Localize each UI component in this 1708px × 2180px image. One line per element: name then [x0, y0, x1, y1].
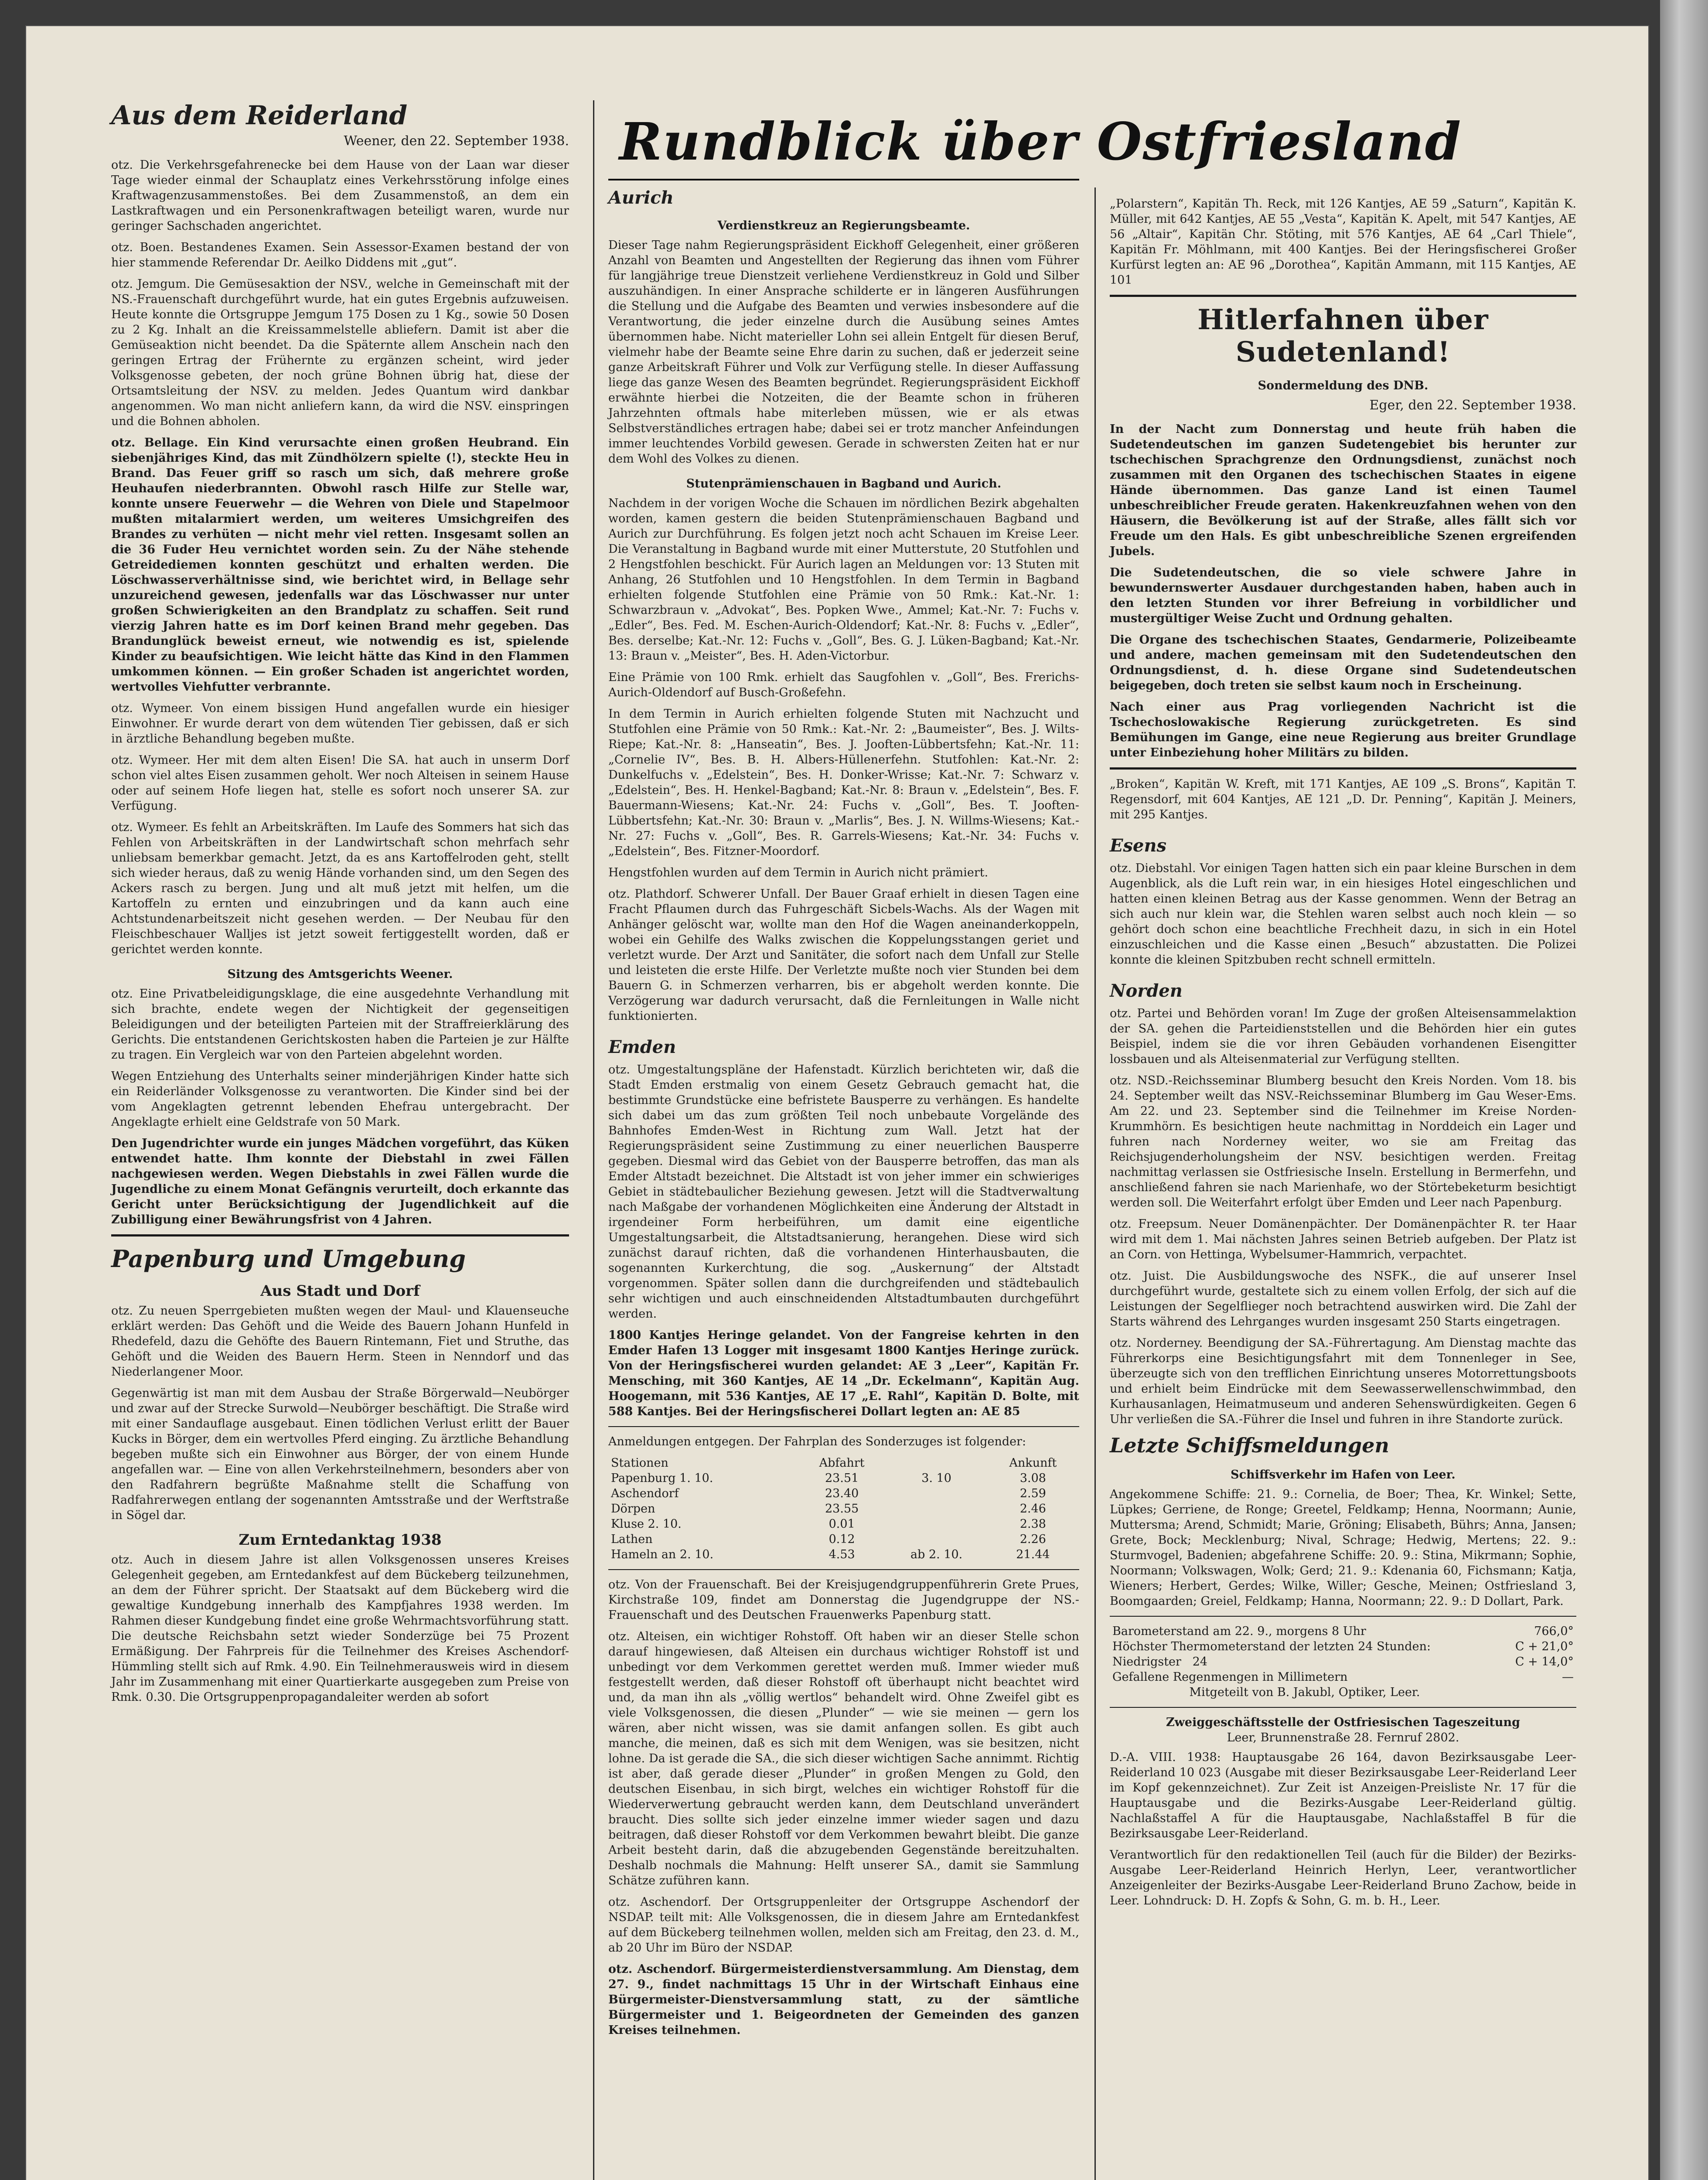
- place-heading-emden: Emden: [608, 1037, 676, 1057]
- masthead: Rundblick über Ostfriesland: [619, 111, 1462, 172]
- column-rule-2: [1094, 187, 1096, 2180]
- schedule-row: [608, 1471, 1079, 1486]
- article-paragraph: otz. Die Verkehrsgefahrenecke bei dem Hause von der Laan war dieser Tage wieder einmal der Schauplatz eines Verkehrsstörung infolge eines Kraftwagenzusammenstoßes. Bei dem Zusammenstoß, an dem ein Lastkraftwagen und ein Personenkraftwagen beteiligt waren, wurde nur geringer Sachschaden angerichtet.: [111, 158, 569, 233]
- article-paragraph: otz. Aschendorf. Der Ortsgruppenleiter der Ortsgruppe Aschendorf der NSDAP. teilt mit: Alle Volksgenossen, die in diesem Jahre am Erntedankfest auf dem Bückeberg teilnehmen wollen, melden sich am Freitag, den 23. d. M., ab 20 Uhr im Büro der NSDAP.: [608, 1895, 1079, 1955]
- column-3: [1110, 196, 1576, 1914]
- schedule-cell: Papenburg 1. 10.: [611, 1472, 713, 1485]
- subheading-sondermeldung: Sondermeldung des DNB.: [1258, 379, 1428, 392]
- schedule-cell: 0.12: [828, 1533, 855, 1546]
- schedule-cell: 4.53: [828, 1548, 855, 1561]
- barometer-label: Höchster Thermometerstand der letzten 24 Stunden:: [1112, 1640, 1431, 1653]
- section-rule: [608, 1426, 1079, 1427]
- imprint-address: Leer, Brunnenstraße 28. Fernruf 2802.: [1227, 1731, 1459, 1744]
- barometer-hours: 24: [1192, 1655, 1208, 1669]
- article-paragraph: In dem Termin in Aurich erhielten folgende Stuten mit Nachzucht und Stutfohlen eine Prämie von 50 Rmk.: Kat.-Nr. 2: „Baumeister“, Bes. J. Wilts-Riepe; Kat.-Nr. 8: „Hanseatin“, Bes. J. Jooften-Lübbertsfehn; Kat.-Nr. 11: „Cornelie IV“, Bes. B. H. Albers-Hüllenerfehn. Stutfohlen: Kat.-Nr. 2: Dunkelfuchs v. „Edelstein“, Bes. H. Donker-Wrisse; Kat.-Nr. 7: Schwarz v. „Edelstein“, Bes. H. Henkel-Bagband; Kat.-Nr. 8: Braun v. „Edelstein“, Bes. F. Bauermann-Wiesens; Kat.-Nr. 24: Fuchs v. „Goll“, Bes. T. Jooften-Lübbertsfehn; Kat.-Nr. 30: Braun v. „Marlis“, Bes. J. N. Willms-Wiesens; Kat.-Nr. 27: Fuchs v. „Goll“, Bes. R. Garrels-Wiesens; Kat.-Nr. 34: Fuchs v. „Edelstein“, Bes. Fitzner-Moordorf.: [608, 707, 1079, 858]
- imprint-paragraph: D.-A. VIII. 1938: Hauptausgabe 26 164, davon Bezirksausgabe Leer-Reiderland 10 023 (Ausgabe mit dieser Bezirksausgabe Leer-Reiderland Leer im Kopf gekennzeichnet). Zur Zeit ist Anzeigen-Preisliste Nr. 17 für die Hauptausgabe und die Bezirks-Ausgabe Leer-Reiderland gültig. Nachlaßstaffel A für die Hauptausgabe, Nachlaßstaffel B für die Bezirksausgabe Leer-Reiderland.: [1110, 1751, 1576, 1840]
- dateline: Eger, den 22. September 1938.: [1369, 398, 1576, 413]
- article-paragraph: otz. Zu neuen Sperrgebieten mußten wegen der Maul- und Klauenseuche erklärt werden: Das Gehöft und die Weide des Bauern Johann Hunfeld in Rhedefeld, dazu die Gehöfte des Bauern Rintemann, Fiet und Struthe, das Gehöft und die Weiden des Bauern Herm. Steen in Nenndorf und das Niederlangener Moor.: [111, 1304, 569, 1379]
- article-paragraph: otz. Wymeer. Es fehlt an Arbeitskräften. Im Laufe des Sommers hat sich das Fehlen von Arbeitskräften in der Landwirtschaft schon mehrfach sehr unliebsam bemerkbar gemacht. Jetzt, da es ans Kartoffelroden geht, stellt sich wieder heraus, daß zu wenig Hände vorhanden sind, um den Segen des Ackers rasch zu bergen. Jung und alt muß jetzt mit helfen, um die Kartoffeln zu ernten und einzubringen und da kann auch eine Achtstundenarbeitszeit nicht gesehen werden. — Der Neubau für den Fleischbeschauer Walljes ist jetzt soweit fertiggestellt worden, daß er gerichtet werden konnte.: [111, 821, 569, 956]
- article-paragraph: Die Sudetendeutschen, die so viele schwere Jahre in bewundernswerter Ausdauer durchgestanden haben, haben auch in den letzten Stunden vor ihrer Befreiung in vorbildlicher und mustergültiger Weise Zucht und Ordnung gehalten.: [1110, 566, 1576, 625]
- section-rule: [608, 1569, 1079, 1570]
- schedule-cell: 2.46: [1019, 1502, 1046, 1516]
- schedule-cell: 23.40: [825, 1487, 859, 1500]
- barometer-value: 766,0°: [1534, 1625, 1574, 1638]
- schedule-cell: 2.26: [1019, 1533, 1046, 1546]
- schedule-cell: 3.08: [1019, 1472, 1046, 1485]
- schedule-cell: 0.01: [828, 1517, 855, 1531]
- schedule-row: [608, 1516, 1079, 1532]
- barometer-credit: Mitgeteilt von B. Jakubl, Optiker, Leer.: [1189, 1686, 1420, 1699]
- article-paragraph: Eine Prämie von 100 Rmk. erhielt das Saugfohlen v. „Goll“, Bes. Frerichs-Aurich-Oldendorf auf Busch-Großefehn.: [608, 671, 1079, 699]
- schedule-cell: 23.51: [825, 1472, 859, 1485]
- schedule-cell: 3. 10: [921, 1472, 951, 1485]
- schedule-cell: [886, 1516, 986, 1532]
- barometer-value: C + 21,0°: [1515, 1640, 1574, 1653]
- schedule-cell: Dörpen: [611, 1502, 655, 1516]
- schedule-cell: [886, 1486, 986, 1501]
- article-paragraph: Die Organe des tschechischen Staates, Gendarmerie, Polizeibeamte und andere, machen gemeinsam mit den Sudetendeutschen den Ordnungsdienst, d. h. diese Organe sind Sudetendeutschen beigegeben, doch treten sie selbst kaum noch in Erscheinung.: [1110, 633, 1576, 692]
- headline-sudetenland: Hitlerfahnen über Sudetenland!: [1197, 303, 1489, 368]
- schedule-header: Ankunft: [1009, 1456, 1057, 1470]
- schedule-cell: Lathen: [611, 1533, 653, 1546]
- imprint-paragraph: Verantwortlich für den redaktionellen Teil (auch für die Bilder) der Bezirks-Ausgabe Leer-Reiderland Heinrich Herlyn, Leer, verantwortlicher Anzeigenleiter der Bezirks-Ausgabe Leer-Reiderland Bruno Zachow, beide in Leer. Lohndruck: D. H. Zopfs & Sohn, G. m. b. H., Leer.: [1110, 1848, 1576, 1908]
- schedule-cell: [886, 1501, 986, 1516]
- article-paragraph: Gegenwärtig ist man mit dem Ausbau der Straße Börgerwald—Neubörger und zwar auf der Strecke Surwold—Neubörger beschäftigt. Die Straße wird mit einer Sandauflage ausgebaut. Einen tödlichen Verlust erlitt der Bauer Kucks in Börger, dem ein wertvolles Pferd einging. Zu ärztliche Behandlung begeben mußte sich ein Einwohner aus Börger, der von einem Hunde angefallen war. — Eine von allen Verkehrsteilnehmern, besonders aber von den Radfahrern begrüßte Maßnahme stellt die Schaffung von Radfahrerwegen entlang der sogenannten Amtsstraße und der Werftstraße in Sögel dar.: [111, 1386, 569, 1522]
- article-paragraph: otz. Auch in diesem Jahre ist allen Volksgenossen unseres Kreises Gelegenheit gegeben, am Erntedankfest auf dem Bückeberg teilzunehmen, an dem der Führer spricht. Der Staatsakt auf dem Bückeberg wird die gewaltige Kundgebung innerhalb des Kampfjahres 1938 werden. Im Rahmen dieser Kundgebung findet eine große Wehrmachtsvorführung statt. Die deutsche Reichsbahn setzt wieder Sonderzüge bei 75 Prozent Ermäßigung. Der Fahrpreis für die Teilnehmer des Kreises Aschendorf-Hümmling stellt sich auf Rmk. 4.90. Ein Teilnehmerausweis wird in diesem Jahr im Zusammenhang mit einer Quartierkarte ausgegeben zum Preise von Rmk. 0.30. Die Ortsgruppenpropagandaleiter werden ab sofort: [111, 1553, 569, 1704]
- barometer-row: [1110, 1654, 1576, 1669]
- article-paragraph: otz. Partei und Behörden voran! Im Zuge der großen Alteisensammelaktion der SA. gehen die Parteidienststellen und die Behörden hier ein gutes Beispiel, indem sie die vor ihren Gebäuden vorhandenen Eisengitter lossbauen und als Alteisenmaterial zur Verfügung stellten.: [1110, 1007, 1576, 1066]
- fleet-report: „Broken“, Kapitän W. Kreft, mit 171 Kantjes, AE 109 „S. Brons“, Kapitän T. Regensdorf, mit 604 Kantjes, AE 121 „D. Dr. Penning“, Kapitän J. Meiners, mit 295 Kantjes.: [1110, 777, 1576, 821]
- article-paragraph: otz. Aschendorf. Bürgermeisterdienstversammlung. Am Dienstag, dem 27. 9., findet nachmittags 15 Uhr in der Wirtschaft Einhaus eine Bürgermeister-Dienstversammlung statt, zu der sämtliche Bürgermeister und 1. Beigeordneten der Gemeinden des ganzen Kreises teilnehmen.: [608, 1962, 1079, 2037]
- place-heading-aurich: Aurich: [608, 187, 674, 208]
- article-paragraph: Nachdem in der vorigen Woche die Schauen im nördlichen Bezirk abgehalten worden, kamen gestern die beiden Stutenprämienschauen Bagband und Aurich zur Durchführung. Es folgen jetzt noch acht Schauen im Kreise Leer. Die Veranstaltung in Bagband wurde mit einer Mutterstute, 20 Stutfohlen und 2 Hengstfohlen beschickt. Für Aurich lagen an Meldungen vor: 13 Stuten mit Anhang, 26 Stutfohlen und 10 Hengstfohlen. In dem Termin in Bagband erhielten folgende Stutfohlen eine Prämie von 50 Rmk.: Kat.-Nr. 1: Schwarzbraun v. „Advokat“, Bes. Popken Wwe., Ammel; Kat.-Nr. 7: Fuchs v. „Edler“, Bes. Fed. M. Eschen-Aurich-Oldendorf; Kat.-Nr. 8: Fuchs v. „Edler“, Bes. derselbe; Kat.-Nr. 12: Fuchs v. „Goll“, Bes. G. J. Lüken-Bagband; Kat.-Nr. 13: Braun v. „Meister“, Bes. H. Aden-Victorbur.: [608, 497, 1079, 663]
- section-rule: [1110, 295, 1576, 297]
- barometer-label: [1110, 1654, 1500, 1669]
- schedule-cell: Kluse 2. 10.: [611, 1517, 682, 1531]
- article-paragraph: otz. Plathdorf. Schwerer Unfall. Der Bauer Graaf erhielt in diesen Tagen eine Fracht Pflaumen durch das Fuhrgeschäft Sicbels-Wachs. Als der Wagen mit Anhänger gelöscht war, wollte man den Hof die Wagen aneinanderkoppeln, wobei ein Gehilfe des Walks zwischen die Koppelungsstangen geriet und verletzt wurde. Der Arzt und Sanitäter, die sofort nach dem Unfall zur Stelle und leisteten die erste Hilfe. Der Verletzte mußte noch vier Stunden bei dem Bauern G. in Schmerzen verharren, bis er abgeholt werden konnte. Die Verzögerung war dadurch verursacht, daß die Fernleitungen in Walle nicht funktionierten.: [608, 887, 1079, 1023]
- article-paragraph: otz. Bellage. Ein Kind verursachte einen großen Heubrand. Ein siebenjähriges Kind, das mit Zündhölzern spielte (!), steckte Heu in Brand. Das Feuer griff so rasch um sich, daß mehrere große Heuhaufen niederbrannten. Obwohl rasch Hilfe zur Stelle war, konnte unsere Feuerwehr — die Wehren von Diele und Stapelmoor mußten mitalarmiert werden, um weiteres Umsichgreifen des Brandes zu verhüten — nicht mehr viel retten. Insgesamt sollen an die 36 Fuder Heu vernichtet worden sein. Zu der Nähe stehende Getreidediemen konnten geschützt und erhalten werden. Die Löschwasserverhältnisse sind, wie berichtet wird, in Bellage sehr unzureichend gewesen, jedenfalls war das Löschwasser nur unter großen Schwierigkeiten an den Brandplatz zu schaffen. Seit rund vierzig Jahren hatte es im Dorf keinen Brand mehr gegeben. Das Brandunglück beweist erneut, wie notwendig es ist, spielende Kinder zu beaufsichtigen. Wie leicht hätte das Kind in den Flammen umkommen können. — Ein großer Schaden ist angerichtet worden, wertvolles Viehfutter verbrannte.: [111, 436, 569, 694]
- subheading-stutenschau: Stutenprämienschauen in Bagband und Aurich.: [686, 477, 1002, 490]
- schedule-cell: Hameln an 2. 10.: [611, 1548, 714, 1561]
- article-paragraph: In der Nacht zum Donnerstag und heute früh haben die Sudetendeutschen im ganzen Sudetengebiet bis herunter zur tschechischen Sprachgrenze den Ordnungsdienst, zunächst noch zusammen mit den Organen des tschechischen Staates in eigene Hände übernommen. Das ganze Land ist einen Taumel unbeschreiblicher Freude geraten. Hakenkreuzfahnen wehen von den Häusern, die Bevölkerung ist auf der Straße, alles fällt sich vor Freude um den Hals. Es gibt unbeschreibliche Szenen ergreifenden Jubels.: [1110, 422, 1576, 558]
- schedule-header: Abfahrt: [819, 1456, 865, 1470]
- article-paragraph: otz. Juist. Die Ausbildungswoche des NSFK., die auf unserer Insel durchgeführt wurde, gestaltete sich zu einem vollen Erfolg, der sich auf die Leistungen der Segelflieger noch betrachtend auswirken wird. Die Zahl der Starts während des Lehrganges wurden insgesamt 250 Starts eingetragen.: [1110, 1269, 1576, 1328]
- schedule-header-row: [608, 1455, 1079, 1471]
- article-paragraph: otz. NSD.-Reichsseminar Blumberg besucht den Kreis Norden. Vom 18. bis 24. September weilt das NSV.-Reichsseminar Blumberg im Gau Weser-Ems. Am 22. und 23. September sind die Teilnehmer im Kreise Norden-Krummhörn. Es besichtigen heute nachmittag in Norddeich ein Lager und fuhren nach Norderney weiter, wo sie am Freitag das Reichsjugenderholungsheim der NSV. besichtigen werden. Freitag nachmittag verlassen sie Ostfriesische Inseln. Erstellung in Bermerfehn, und anschließend fahren sie nach Marienhafe, wo der Störtebeketurm besichtigt werden soll. Die Weiterfahrt erfolgt über Emden und Leer nach Papenburg.: [1110, 1074, 1576, 1209]
- schedule-header: [886, 1455, 986, 1471]
- article-paragraph: otz. Norderney. Beendigung der SA.-Führertagung. Am Dienstag machte das Führerkorps eine Besichtigungsfahrt mit dem Tonnenleger in See, überzeugte sich von den trefflichen Einrichtung unseres Motorrettungsboots und erhielt beim Eindrücke mit dem Seewasserwellenschwimmbad, den Kurhausanlagen, Heimatmuseum und anderen Sehenswürdigkeiten. Gegen 6 Uhr verließen die SA.-Führer die Insel und fuhren in ihre Standorte zurück.: [1110, 1336, 1576, 1426]
- barometer-label-text: Niedrigster: [1112, 1655, 1181, 1669]
- schedule-cell: 23.55: [825, 1502, 859, 1516]
- schedule-cell: Aschendorf: [611, 1487, 679, 1500]
- schedule-header: Stationen: [611, 1456, 668, 1470]
- column-1: [111, 100, 569, 1711]
- section-rule: [1110, 1616, 1576, 1617]
- schedule-intro: Anmeldungen entgegen. Der Fahrplan des Sonderzuges ist folgender:: [608, 1435, 1026, 1448]
- article-paragraph: Hengstfohlen wurden auf dem Termin in Aurich nicht prämiert.: [608, 866, 989, 879]
- barometer-row: [1110, 1624, 1576, 1639]
- section-rule: [1110, 767, 1576, 770]
- section-title-papenburg: Papenburg und Umgebung: [111, 1245, 466, 1273]
- article-paragraph: otz. Wymeer. Her mit dem alten Eisen! Die SA. hat auch in unserm Dorf schon viel altes Eisen zusammen geholt. Wer noch Alteisen in seinem Hause oder auf seinem Hofe liegen hat, stelle es sofort noch unserer SA. zur Verfügung.: [111, 753, 569, 813]
- subheading-schiffsverkehr: Schiffsverkehr im Hafen von Leer.: [1231, 1468, 1456, 1482]
- barometer-label: Gefallene Regenmengen in Millimetern: [1112, 1670, 1348, 1684]
- imprint-heading: Zweiggeschäftsstelle der Ostfriesischen Tageszeitung: [1166, 1716, 1520, 1729]
- subheading-erntedank: Zum Erntedanktag 1938: [239, 1531, 442, 1549]
- schedule-row: [608, 1501, 1079, 1516]
- subheading-verdienstkreuz: Verdienstkreuz an Regierungsbeamte.: [717, 219, 970, 232]
- article-paragraph: Den Jugendrichter wurde ein junges Mädchen vorgeführt, das Küken entwendet hatte. Ihm konnte der Diebstahl in zwei Fällen nachgewiesen werden. Wegen Diebstahls in zwei Fällen wurde die Jugendliche zu einem Monat Gefängnis verurteilt, doch erkannte das Gericht unter Berücksichtigung der Jugendlichkeit auf die Zubilligung einer Bewährungsfrist von 4 Jahren.: [111, 1137, 569, 1226]
- article-paragraph: Wegen Entziehung des Unterhalts seiner minderjährigen Kinder hatte sich ein Reiderländer Volksgenosse zu verantworten. Die Kinder sind bei der vom Angeklagten getrennt lebenden Ehefrau untergebracht. Der Angeklagte erhielt eine Geldstrafe von 50 Mark.: [111, 1070, 569, 1129]
- barometer-value: C + 14,0°: [1515, 1655, 1574, 1669]
- barometer-value: —: [1562, 1670, 1574, 1684]
- column-2: [608, 174, 1079, 2044]
- place-heading-esens: Esens: [1110, 835, 1167, 856]
- fleet-report: „Polarstern“, Kapitän Th. Reck, mit 126 Kantjes, AE 59 „Saturn“, Kapitän K. Müller, mit 642 Kantjes, AE 55 „Vesta“, Kapitän K. Apelt, mit 547 Kantjes, AE 56 „Altair“, Kapitän Chr. Stöting, mit 576 Kantjes, AE 64 „Carl Thiele“, Kapitän Fr. Möhlmann, mit 400 Kantjes. Bei der Heringsfischerei Großer Kurfürst legten an: AE 96 „Dorothea“, Kapitän Ammann, mit 115 Kantjes, AE 101: [1110, 197, 1576, 287]
- schedule-row: [608, 1547, 1079, 1562]
- article-paragraph: otz. Eine Privatbeleidigungsklage, die eine ausgedehnte Verhandlung mit sich brachte, endete wegen der Nichtigkeit der gegenseitigen Beleidigungen und der beteiligten Parteien mit der Straffreierklärung des Gerichts. Die entstandenen Gerichtskosten haben die Parteien je zur Hälfte zu tragen. Ein Vergleich war von den Parteien abgelehnt worden.: [111, 987, 569, 1062]
- article-paragraph: otz. Freepsum. Neuer Domänenpächter. Der Domänenpächter R. ter Haar wird mit dem 1. Mai nächsten Jahres seinen Betrieb aufgeben. Der Platz ist an Corn. von Hettinga, Wybelsumer-Hammrich, verpachtet.: [1110, 1217, 1576, 1261]
- schedule-row: [608, 1532, 1079, 1547]
- barometer-report: [1110, 1624, 1576, 1700]
- barometer-row: [1110, 1639, 1576, 1654]
- column-rule-1: [593, 100, 594, 2180]
- article-paragraph: otz. Jemgum. Die Gemüsesaktion der NSV., welche in Gemeinschaft mit der NS.-Frauenschaft durchgeführt wurde, hat ein gutes Ergebnis aufzuweisen. Heute konnte die Ortsgruppe Jemgum 175 Dosen zu 1 Kg., sowie 50 Dosen zu 2 Kg. Inhalt an die Kreissammelstelle abliefern. Damit ist aber die Gemüseaktion nicht beendet. Da die Späternte allem Anschein nach den geringen Ertrag der Frühernte zu ergänzen scheint, wird jeder Volksgenosse gebeten, der noch grüne Bohnen übrig hat, diese der Ortsamtsleitung der NSV. zu melden. Jedes Quantum wird dankbar angenommen. Wo man nicht anliefern kann, da wird die NSV. einspringen und die Bohnen abholen.: [111, 277, 569, 428]
- barometer-label: Barometerstand am 22. 9., morgens 8 Uhr: [1112, 1625, 1366, 1638]
- barometer-row: [1110, 1669, 1576, 1685]
- article-paragraph: otz. Boen. Bestandenes Examen. Sein Assessor-Examen bestand der von hier stammende Referendar Dr. Aeilko Diddens mit „gut“.: [111, 241, 569, 269]
- train-schedule: [608, 1455, 1079, 1562]
- subheading-stadt-dorf: Aus Stadt und Dorf: [260, 1282, 420, 1300]
- article-paragraph: otz. Diebstahl. Vor einigen Tagen hatten sich ein paar kleine Burschen in dem Augenblick, als die Luft rein war, in ein hiesiges Hotel eingeschlichen und hatten einen kleinen Betrag aus der Kasse genommen. Wenn der Betrag an sich auch nur klein war, die Stehlen waren selbst auch noch klein — so gehört doch schon eine beachtliche Frechheit dazu, in sich in ein Hotel einzuschleichen und die Kasse einen „Besuch“ abzustatten. Die Polizei konnte die kleinen Spitzbuben recht schnell ermitteln.: [1110, 862, 1576, 967]
- article-paragraph: Nach einer aus Prag vorliegenden Nachricht ist die Tschechoslowakische Regierung zurückgetreten. Es sind Bemühungen im Gange, eine neue Regierung aus breiter Grundlage unter Einbeziehung hoher Militärs zu bilden.: [1110, 700, 1576, 760]
- section-rule: [111, 1234, 569, 1236]
- article-paragraph: otz. Von der Frauenschaft. Bei der Kreisjugendgruppenführerin Grete Prues, Kirchstraße 109, findet am Donnerstag die Jugendgruppe der NS.-Frauenschaft und des Deutschen Frauenwerks Papenburg statt.: [608, 1578, 1079, 1622]
- schedule-cell: 2.59: [1019, 1487, 1046, 1500]
- schedule-cell: 2.38: [1019, 1517, 1046, 1531]
- article-paragraph: otz. Alteisen, ein wichtiger Rohstoff. Oft haben wir an dieser Stelle schon darauf hingewiesen, daß Alteisen ein durchaus wichtiger Rohstoff ist und unbedingt vor dem Verkommen gerettet werden muß. Immer wieder muß festgestellt werden, daß dieser Rohstoff oft überhaupt nicht beachtet wird und, da man ihn als „völlig wertlos“ behandelt wird. Ohne Zweifel gibt es viele Volksgenossen, die diesen „Plunder“ — wie sie meinen — gern los wären, aber nicht wissen, was sie damit anfangen sollen. Es gibt auch manche, die meinen, daß es sich mit dem Wenigen, was sie besitzen, nicht lohne. Da ist gerade die SA., die sich dieser wichtigen Sache annimmt. Richtig ist aber, daß gerade dieser „Plunder“ in großen Mengen zu Gold, den deutschen Eisenbau, in sich birgt, welches ein wichtiger Rohstoff für die Wiederverwertung gebraucht werden kann, dem Deutschland unverändert braucht. Dies sollte sich jeder einzelne immer wieder sagen und dazu beitragen, daß dieser Rohstoff vor dem Verkommen bewahrt bleibt. Die ganze Arbeit besteht darin, daß die abzugebenden Gegenstände bereitzuhalten. Deshalb nochmals die Mahnung: Helft unserer SA., damit sie Sammlung Schätze zuführen kann.: [608, 1630, 1079, 1887]
- ship-list: Angekommene Schiffe: 21. 9.: Cornelia, de Boer; Thea, Kr. Winkel; Sette, Lüpkes; Gerriene, de Ronge; Greetel, Feldkamp; Henna, Noormann; Aunie, Muttersma; Arend, Schmidt; Marie, Gröning; Elisabeth, Bührs; Anna, Jansen; Grete, Bock; Mecklenburg; Nival, Schrage; Hedwig, Mertens; 22. 9.: Sturmvogel, Badenien; abgefahrene Schiffe: 20. 9.: Stina, Mikrmann; Sophie, Noormann; Volkswagen, Wolk; Gerd; 21. 9.: Kdenania 60, Fichsmann; Katja, Wieners; Herbert, Gerdes; Wilke, Willer; Gesche, Meinen; Ostfriesland 3, Boomgaarden; Greiel, Feldkamp; Hanna, Noormann; 22. 9.: D Dollart, Park.: [1110, 1488, 1576, 1608]
- subheading-court: Sitzung des Amtsgerichts Weener.: [227, 967, 453, 981]
- article-paragraph: otz. Wymeer. Von einem bissigen Hund angefallen wurde ein hiesiger Einwohner. Er wurde derart von dem wütenden Tier gebissen, daß er sich in ärztliche Behandlung begeben mußte.: [111, 702, 569, 746]
- article-paragraph: Dieser Tage nahm Regierungspräsident Eickhoff Gelegenheit, einer größeren Anzahl von Beamten und Angestellten der Regierung das ihnen vom Führer für langjährige treue Dienstzeit verliehene Verdienstkreuz in Gold und Silber auszuhändigen. In einer Ansprache schilderte er in längeren Ausführungen die Stellung und die Aufgabe des Beamten und verwies insbesondere auf die Verantwortung, die jeder einzelne durch die Ausübung seines Amtes übernommen habe. Nicht materieller Lohn sei allein Entgelt für diesen Beruf, vielmehr habe der Beamte seine Ehre darin zu suchen, daß er jederzeit seine ganze Arbeitskraft Führer und Volk zur Verfügung stelle. In dieser Auffassung liege das ganze Wesen des Beamten begründet. Regierungspräsident Eickhoff erwähnte hierbei die Notzeiten, die der Beamte schon in früheren Jahrzehnten oftmals habe miterleben müssen, wie er als etwas Selbstverständliches ertragen habe; dabei sei er trotz mancher Anfeindungen immer leuchtendes Vorbild gewesen. Gerade in schwersten Zeiten hat er nur dem Wohl des Volkes zu dienen.: [608, 238, 1079, 466]
- page-edge: [1660, 0, 1708, 2180]
- schedule-cell: 21.44: [1016, 1548, 1050, 1561]
- article-paragraph: otz. Umgestaltungspläne der Hafenstadt. Kürzlich berichteten wir, daß die Stadt Emden erstmalig von einem Gesetz Gebrauch gemacht hat, die bestimmte Grundstücke eine befristete Bausperre zu verhängen. Es handelte sich dabei um das zum größten Teil noch unbebaute Vorgelände des Bahnhofes Emden-West in Richtung zum Wall. Jetzt hat der Regierungspräsident seine Zustimmung zu einer neuerlichen Bausperre gegeben. Diesmal wird das Gebiet von der Bausperre betroffen, das man als Emder Altstadt bezeichnet. Die Altstadt ist von jeher immer ein schwieriges Gebiet in städtebaulicher Beziehung gewesen. Jetzt will die Stadtverwaltung nach Maßgabe der vorhandenen Möglichkeiten eine Änderung der Altstadt in irgendeiner Form herbeiführen, um damit eine eigentliche Umgestaltungsarbeit, die Altstadtsanierung, herangehen. Diese wird sich zunächst darauf richten, daß die vorhandenen Hinterhausbauten, die sogenannten Kurkerchtung, die sog. „Auskernung“ der Altstadt vorgenommen. Später sollen dann die durchgreifenden und städtebaulich sehr wichtigen und auch einschneidenden Altstadtumbauten durchgeführt werden.: [608, 1063, 1079, 1321]
- schedule-cell: [886, 1532, 986, 1547]
- section-title-schiffsmeldungen: Letzte Schiffsmeldungen: [1110, 1434, 1389, 1457]
- barometer-row: [1110, 1685, 1576, 1700]
- place-heading-norden: Norden: [1110, 981, 1183, 1001]
- barometer-value: [1500, 1685, 1576, 1700]
- article-paragraph: 1800 Kantjes Heringe gelandet. Von der Fangreise kehrten in den Emder Hafen 13 Logger mit insgesamt 1800 Kantjes Heringe zurück. Von der Heringsfischerei wurden gelandet: AE 3 „Leer“, Kapitän Fr. Mensching, mit 360 Kantjes, AE 14 „Dr. Eckelmann“, Kapitän Aug. Hoogemann, mit 536 Kantjes, AE 17 „E. Rahl“, Kapitän D. Bolte, mit 588 Kantjes. Bei der Heringsfischerei Dollart legten an: AE 85: [608, 1328, 1079, 1418]
- schedule-cell: ab 2. 10.: [910, 1548, 963, 1561]
- dateline: Weener, den 22. September 1938.: [344, 133, 569, 149]
- section-title-reiderland: Aus dem Reiderland: [111, 100, 408, 131]
- schedule-row: [608, 1486, 1079, 1501]
- section-rule: [1110, 1707, 1576, 1708]
